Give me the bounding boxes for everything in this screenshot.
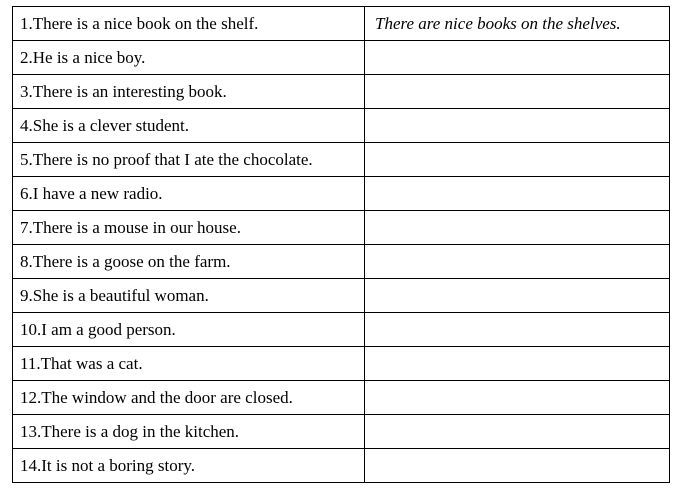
- table-row: [13, 143, 670, 177]
- table-row: [13, 211, 670, 245]
- sentence-cell: 11.That was a cat.: [13, 347, 365, 381]
- table-row: [13, 75, 670, 109]
- sentence-cell: 12.The window and the door are closed.: [13, 381, 365, 415]
- table-row: [13, 449, 670, 483]
- answer-cell[interactable]: [365, 245, 670, 279]
- exercise-table: [12, 6, 670, 483]
- table-row: [13, 7, 670, 41]
- sentence-cell: 14.It is not a boring story.: [13, 449, 365, 483]
- table-row: [13, 313, 670, 347]
- sentence-cell: 3.There is an interesting book.: [13, 75, 365, 109]
- sentence-cell: 9.She is a beautiful woman.: [13, 279, 365, 313]
- sentence-cell: 5.There is no proof that I ate the chocolate.: [13, 143, 365, 177]
- sentence-cell: 6.I have a new radio.: [13, 177, 365, 211]
- sentence-cell: 4.She is a clever student.: [13, 109, 365, 143]
- answer-cell[interactable]: [365, 109, 670, 143]
- table-row: [13, 347, 670, 381]
- sentence-cell: 2.He is a nice boy.: [13, 41, 365, 75]
- answer-cell[interactable]: [365, 381, 670, 415]
- answer-cell[interactable]: [365, 211, 670, 245]
- answer-cell[interactable]: [365, 415, 670, 449]
- table-row: [13, 279, 670, 313]
- example-answer-cell: There are nice books on the shelves.: [365, 7, 670, 41]
- sentence-cell: 10.I am a good person.: [13, 313, 365, 347]
- answer-cell[interactable]: [365, 75, 670, 109]
- table-row: [13, 109, 670, 143]
- sentence-cell: 8.There is a goose on the farm.: [13, 245, 365, 279]
- table-row: [13, 245, 670, 279]
- answer-cell[interactable]: [365, 143, 670, 177]
- table-row: [13, 415, 670, 449]
- answer-cell[interactable]: [365, 41, 670, 75]
- answer-cell[interactable]: [365, 313, 670, 347]
- table-row: [13, 381, 670, 415]
- table-row: [13, 177, 670, 211]
- table-row: [13, 41, 670, 75]
- sentence-cell: 1.There is a nice book on the shelf.: [13, 7, 365, 41]
- answer-cell[interactable]: [365, 279, 670, 313]
- sentence-cell: 7.There is a mouse in our house.: [13, 211, 365, 245]
- answer-cell[interactable]: [365, 177, 670, 211]
- sentence-cell: 13.There is a dog in the kitchen.: [13, 415, 365, 449]
- answer-cell[interactable]: [365, 347, 670, 381]
- answer-cell[interactable]: [365, 449, 670, 483]
